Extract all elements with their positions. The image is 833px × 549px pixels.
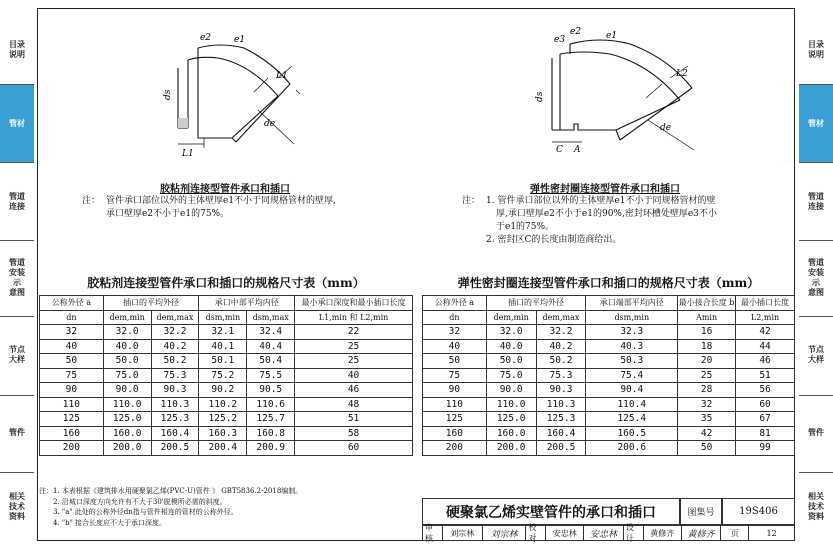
sidebar-left-item-fittings[interactable]: 管件 <box>9 428 25 437</box>
table-row <box>423 339 795 354</box>
th-spigot-len: 最小插口长度 <box>736 296 795 311</box>
table-cell: 125.7 <box>247 412 295 427</box>
table-cell: 28 <box>678 383 736 398</box>
table-cell: 32 <box>678 397 736 412</box>
th-dn: 公称外径 a <box>40 296 104 311</box>
th-depth: 最小承口深度和最小插口长度 <box>295 296 413 311</box>
table-cell: 90.0 <box>103 383 151 398</box>
th-sub: dsm,min <box>199 310 247 325</box>
table-note: 3. "a" 此处的公称外径dn指与管件相连的管材的公称外径。 <box>53 508 238 516</box>
table-cell: 160.4 <box>536 426 586 441</box>
sidebar-right-item-pipe[interactable]: 管材 <box>799 85 833 162</box>
table-row <box>40 397 413 412</box>
note-elastic-1b: 厚,承口壁厚e2不小于e1的90%,密封环槽处壁厚e3不小 <box>496 209 717 219</box>
solvent-socket-drawing <box>160 20 310 160</box>
label-de-right: de <box>660 123 672 133</box>
table-cell: 75 <box>40 368 104 383</box>
table-cell: 81 <box>736 426 795 441</box>
th-engage: 最小接合长度 b <box>678 296 736 311</box>
table-cell: 32 <box>423 325 487 340</box>
signature-row <box>422 525 795 541</box>
note-elastic-2: 2. 密封区C的长度由制造商给出。 <box>486 235 622 245</box>
table-cell: 110 <box>423 397 487 412</box>
divider <box>799 240 833 241</box>
table-cell: 90 <box>423 383 487 398</box>
table-note: 2. 沿城口深度方向允许有不大于30'脱模所必需的斜度。 <box>53 497 227 506</box>
table-cell: 75.3 <box>536 368 586 383</box>
note-solvent-1: 管件承口部位以外的主体壁厚e1不小于同规格管材的壁厚, <box>106 196 336 206</box>
table-cell: 110.4 <box>586 397 678 412</box>
elastic-socket-drawing <box>520 18 710 158</box>
label-e3: e3 <box>554 35 566 45</box>
table-cell: 16 <box>678 325 736 340</box>
label-c: C <box>556 145 563 155</box>
label-ds-right: ds <box>535 91 545 102</box>
label-e2: e2 <box>200 33 212 43</box>
th-sub: dem,max <box>536 310 586 325</box>
table-row <box>423 368 795 383</box>
table-cell: 200.4 <box>199 441 247 456</box>
table-cell: 125.3 <box>536 412 586 427</box>
divider <box>799 162 833 163</box>
table-row <box>423 412 795 427</box>
table-row <box>40 426 413 441</box>
table-cell: 200.9 <box>247 441 295 456</box>
table-cell: 50.2 <box>151 354 199 369</box>
table-cell: 110.0 <box>103 397 151 412</box>
review-label: 审核 <box>423 526 443 540</box>
divider <box>0 316 34 317</box>
table-cell: 20 <box>678 354 736 369</box>
th-socket: 承口中部平均内径 <box>199 296 295 311</box>
reviewer-name: 刘宗林 <box>443 526 483 540</box>
table-row <box>423 397 795 412</box>
table-cell: 160.3 <box>199 426 247 441</box>
table-cell: 90 <box>40 383 104 398</box>
table-cell: 200 <box>423 441 487 456</box>
sidebar-right-item-fittings[interactable]: 管件 <box>808 428 824 437</box>
table-note: 注：1. 本表根据《建筑排水用硬聚氯乙烯(PVC-U)管件 》 GBT5836.2-2018编制。 <box>39 487 303 495</box>
label-e1: e1 <box>234 35 246 45</box>
th-sub: dn <box>40 310 104 325</box>
th-sub: L1,min 和 L2,min <box>295 310 413 325</box>
table-cell: 110.0 <box>486 397 536 412</box>
table-cell: 110.2 <box>199 397 247 412</box>
table-cell: 200.0 <box>486 441 536 456</box>
table-cell: 200 <box>40 441 104 456</box>
divider <box>0 395 34 396</box>
design-label: 设计 <box>624 526 644 540</box>
note-elastic-1c: 于e1的75%。 <box>496 222 555 232</box>
table-cell: 40 <box>40 339 104 354</box>
table-cell: 42 <box>678 426 736 441</box>
table-cell: 40.2 <box>151 339 199 354</box>
label-a: A <box>574 145 581 155</box>
drawing-title: 硬聚氯乙烯实壁管件的承口和插口 <box>422 498 680 525</box>
title-block <box>422 498 795 541</box>
sidebar-left-item-pipe[interactable]: 管材 <box>0 85 34 162</box>
sidebar-left-item-reference[interactable]: 相关 技术 资料 <box>9 492 25 521</box>
th-spigot: 插口的平均外径 <box>103 296 199 311</box>
table-title-elastic: 弹性密封圈连接型管件承口和插口的规格尺寸表（mm） <box>457 276 760 290</box>
table-cell: 32.2 <box>536 325 586 340</box>
label-l1-top: L1 <box>276 71 288 81</box>
table-row <box>423 441 795 456</box>
table-row <box>40 412 413 427</box>
sidebar-right-item-reference[interactable]: 相关 技术 资料 <box>808 492 824 521</box>
table-cell: 50 <box>423 354 487 369</box>
table-cell: 42 <box>736 325 795 340</box>
th-dn: 公称外径 a <box>423 296 487 311</box>
table-row <box>423 383 795 398</box>
divider <box>0 472 34 473</box>
table-cell: 160 <box>40 426 104 441</box>
table-cell: 40.2 <box>536 339 586 354</box>
table-cell: 40 <box>295 368 413 383</box>
table-cell: 32.0 <box>486 325 536 340</box>
th-socket: 承口端部平均内径 <box>586 296 678 311</box>
th-sub: Amin <box>678 310 736 325</box>
table-cell: 50.0 <box>103 354 151 369</box>
table-cell: 90.2 <box>199 383 247 398</box>
table-cell: 75.0 <box>103 368 151 383</box>
atlas-number: 19S406 <box>722 498 795 525</box>
label-l2: L2 <box>676 69 688 79</box>
table-cell: 50 <box>40 354 104 369</box>
right-sidebar <box>799 0 833 549</box>
note-solvent-prefix: 注： <box>82 196 101 206</box>
table-cell: 110.6 <box>247 397 295 412</box>
page-label: 页 <box>721 526 749 540</box>
caption-solvent: 胶粘剂连接型管件承口和插口 <box>160 184 290 195</box>
table-cell: 200.5 <box>536 441 586 456</box>
table-row <box>40 325 413 340</box>
table-cell: 50 <box>678 441 736 456</box>
check-label: 校对 <box>526 526 546 540</box>
sidebar-right-item-node[interactable]: 节点 大样 <box>808 345 824 364</box>
table-cell: 75.0 <box>486 368 536 383</box>
table-cell: 18 <box>678 339 736 354</box>
caption-elastic: 弹性密封圈连接型管件承口和插口 <box>530 184 680 195</box>
table-cell: 50.4 <box>247 354 295 369</box>
table-cell: 110 <box>40 397 104 412</box>
table-elastic <box>422 295 795 456</box>
table-cell: 60 <box>736 397 795 412</box>
table-cell: 125.2 <box>199 412 247 427</box>
table-cell: 58 <box>295 426 413 441</box>
table-cell: 160 <box>423 426 487 441</box>
designer-signature: 黄修齐 <box>682 526 722 540</box>
th-sub: dem,min <box>103 310 151 325</box>
th-spigot: 插口的平均外径 <box>486 296 586 311</box>
table-cell: 75.4 <box>586 368 678 383</box>
table-cell: 125.0 <box>486 412 536 427</box>
table-cell: 35 <box>678 412 736 427</box>
table-cell: 160.4 <box>151 426 199 441</box>
table-cell: 32.2 <box>151 325 199 340</box>
table-cell: 90.0 <box>486 383 536 398</box>
label-e2-right: e2 <box>570 27 582 37</box>
table-cell: 90.4 <box>586 383 678 398</box>
table-row <box>423 354 795 369</box>
table-row <box>40 383 413 398</box>
table-cell: 40.4 <box>247 339 295 354</box>
divider <box>799 316 833 317</box>
table-row <box>423 325 795 340</box>
table-cell: 25 <box>295 339 413 354</box>
sidebar-right-item-connection[interactable]: 管道 连接 <box>808 192 824 211</box>
table-cell: 60 <box>295 441 413 456</box>
table-cell: 25 <box>295 354 413 369</box>
table-cell: 40.1 <box>199 339 247 354</box>
divider <box>799 395 833 396</box>
table-cell: 200.5 <box>151 441 199 456</box>
table-cell: 56 <box>736 383 795 398</box>
table-cell: 75.5 <box>247 368 295 383</box>
table-cell: 25 <box>678 368 736 383</box>
page-number: 12 <box>766 528 777 538</box>
table-cell: 51 <box>736 368 795 383</box>
table-cell: 160.5 <box>586 426 678 441</box>
sidebar-right-item-directory[interactable]: 目录 说明 <box>808 40 824 59</box>
table-cell: 32.1 <box>199 325 247 340</box>
table-row <box>40 441 413 456</box>
atlas-label: 图集号 <box>680 498 722 525</box>
left-sidebar <box>0 0 34 549</box>
table-row <box>40 339 413 354</box>
table-notes <box>39 486 399 528</box>
table-cell: 125 <box>40 412 104 427</box>
table-cell: 125 <box>423 412 487 427</box>
table-cell: 67 <box>736 412 795 427</box>
table-cell: 32.3 <box>586 325 678 340</box>
designer-name: 黄修齐 <box>644 526 682 540</box>
table-row <box>423 426 795 441</box>
table-cell: 40.0 <box>486 339 536 354</box>
note-elastic-1: 1. 管件承口部位以外的主体壁厚e1不小于同规格管材的壁 <box>486 196 716 206</box>
checker-name: 安忠林 <box>546 526 584 540</box>
table-cell: 46 <box>736 354 795 369</box>
th-sub: dsm,min <box>586 310 678 325</box>
table-cell: 90.5 <box>247 383 295 398</box>
table-cell: 200.6 <box>586 441 678 456</box>
sidebar-left-item-install[interactable]: 管道 安装 示 意图 <box>9 258 25 297</box>
checker-signature: 安忠林 <box>584 526 624 540</box>
label-ds: ds <box>163 89 173 100</box>
label-e1-right: e1 <box>606 31 618 41</box>
label-l1-bottom: L1 <box>182 149 194 159</box>
note-solvent-2: 承口壁厚e2不小于e1的75%。 <box>106 209 230 219</box>
table-cell: 32.4 <box>247 325 295 340</box>
table-row <box>40 354 413 369</box>
note-elastic-prefix: 注： <box>462 196 481 206</box>
table-cell: 32.0 <box>103 325 151 340</box>
table-cell: 32 <box>40 325 104 340</box>
table-cell: 125.4 <box>586 412 678 427</box>
table-cell: 51 <box>295 412 413 427</box>
table-cell: 90.3 <box>151 383 199 398</box>
divider <box>799 472 833 473</box>
table-cell: 110.3 <box>536 397 586 412</box>
table-cell: 160.0 <box>486 426 536 441</box>
sidebar-left-item-directory[interactable]: 目录 说明 <box>9 40 25 59</box>
table-cell: 50.0 <box>486 354 536 369</box>
th-sub: dsm,max <box>247 310 295 325</box>
table-cell: 125.0 <box>103 412 151 427</box>
table-cell: 160.8 <box>247 426 295 441</box>
table-cell: 160.0 <box>103 426 151 441</box>
table-note: 4. "b" 接合长度应不大于承口深度。 <box>53 518 167 527</box>
table-solvent <box>39 295 413 456</box>
th-sub: dn <box>423 310 487 325</box>
th-sub: L2,min <box>736 310 795 325</box>
table-cell: 44 <box>736 339 795 354</box>
table-cell: 40 <box>423 339 487 354</box>
table-title-solvent: 胶粘剂连接型管件承口和插口的规格尺寸表（mm） <box>87 276 365 290</box>
table-cell: 46 <box>295 383 413 398</box>
table-cell: 50.1 <box>199 354 247 369</box>
table-cell: 40.0 <box>103 339 151 354</box>
table-cell: 75 <box>423 368 487 383</box>
table-cell: 75.2 <box>199 368 247 383</box>
table-cell: 50.2 <box>536 354 586 369</box>
table-cell: 200.0 <box>103 441 151 456</box>
table-cell: 99 <box>736 441 795 456</box>
th-sub: dem,max <box>151 310 199 325</box>
table-cell: 50.3 <box>586 354 678 369</box>
table-cell: 125.3 <box>151 412 199 427</box>
th-sub: dem,min <box>486 310 536 325</box>
table-row <box>40 368 413 383</box>
label-de: de <box>264 119 276 129</box>
table-cell: 90.3 <box>536 383 586 398</box>
table-cell: 22 <box>295 325 413 340</box>
divider <box>0 240 34 241</box>
sidebar-left-item-connection[interactable]: 管道 连接 <box>9 192 25 211</box>
table-cell: 48 <box>295 397 413 412</box>
table-cell: 110.3 <box>151 397 199 412</box>
sidebar-left-item-node[interactable]: 节点 大样 <box>9 345 25 364</box>
table-cell: 75.3 <box>151 368 199 383</box>
reviewer-signature: 刘宗林 <box>483 526 527 540</box>
sidebar-right-item-install[interactable]: 管道 安装 示 意图 <box>808 258 824 297</box>
divider <box>0 162 34 163</box>
table-cell: 40.3 <box>586 339 678 354</box>
